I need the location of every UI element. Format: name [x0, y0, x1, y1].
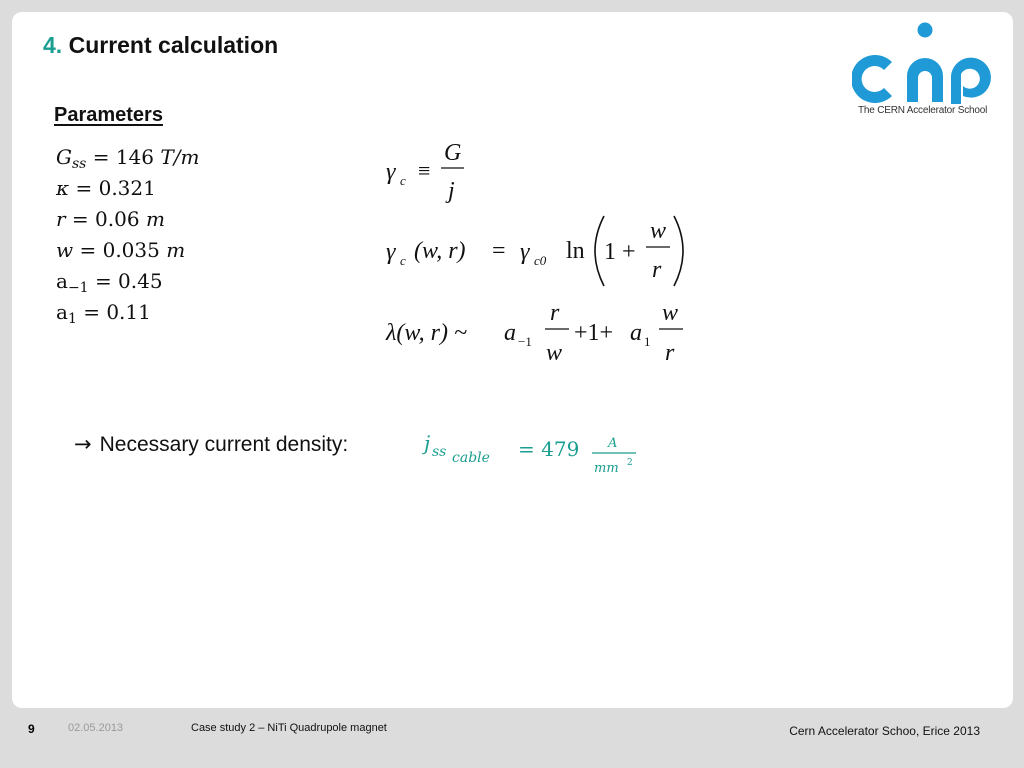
svg-text:γ: γ — [520, 239, 530, 265]
svg-text:mm: mm — [594, 461, 619, 476]
param-w: w = 0.035 m — [56, 238, 186, 262]
svg-text:c: c — [400, 253, 406, 268]
formula-gamma-c-wr — [382, 202, 692, 292]
svg-text:2: 2 — [627, 458, 633, 468]
svg-text:1: 1 — [644, 334, 651, 349]
param-kappa: κ = 0.321 — [56, 176, 156, 200]
svg-text:a: a — [504, 320, 516, 346]
current-density-result — [422, 426, 662, 482]
svg-text:j: j — [424, 431, 431, 455]
title-number: 4. — [43, 32, 63, 58]
svg-text:r: r — [550, 300, 560, 326]
footer-date: 02.05.2013 — [68, 722, 124, 734]
title-text: Current calculation — [68, 32, 279, 58]
page-number: 9 — [28, 722, 35, 736]
svg-text:c0: c0 — [534, 253, 547, 268]
formula-gamma-c — [382, 122, 492, 212]
formula-lambda — [382, 292, 692, 372]
result-label: Necessary current density: — [99, 433, 349, 456]
parameter-list — [56, 142, 199, 328]
svg-text:1 +: 1 + — [604, 239, 636, 265]
svg-text:≡: ≡ — [418, 158, 431, 183]
svg-text:ss: ss — [432, 444, 447, 460]
logo-caption: The CERN Accelerator School — [858, 105, 988, 116]
svg-text:r: r — [665, 340, 675, 366]
svg-text:ln: ln — [566, 238, 585, 264]
svg-text:λ(w, r) ~: λ(w, r) ~ — [386, 320, 467, 346]
svg-text:γ: γ — [386, 159, 396, 185]
svg-text:γ: γ — [386, 239, 396, 265]
footer-case-study: Case study 2 – NiTi Quadrupole magnet — [191, 722, 387, 734]
svg-text:w: w — [650, 218, 667, 244]
arrow-right-icon: → — [74, 432, 92, 456]
param-a-minus1: $a_{-1} = 0.45$ — [56, 269, 163, 296]
svg-text:a: a — [630, 320, 642, 346]
svg-text:+1+: +1+ — [574, 320, 614, 346]
param-a1: $a_1 = 0.11$ — [56, 300, 151, 327]
svg-text:cable: cable — [452, 450, 490, 466]
svg-text:c: c — [400, 173, 406, 188]
slide — [12, 12, 1013, 708]
svg-text:= 479: = 479 — [518, 437, 580, 461]
svg-text:A: A — [608, 436, 618, 451]
svg-text:=: = — [492, 238, 506, 264]
svg-text:G: G — [444, 140, 462, 166]
svg-text:w: w — [546, 340, 563, 366]
parameters-heading: Parameters — [54, 104, 163, 126]
footer-event: Cern Accelerator Schoo, Erice 2013 — [789, 724, 980, 738]
param-r: r = 0.06 m — [56, 207, 165, 231]
svg-text:w: w — [662, 300, 679, 326]
svg-text:(w, r): (w, r) — [414, 238, 466, 264]
slide-title — [43, 32, 278, 59]
svg-text:r: r — [652, 257, 662, 283]
current-density-label — [74, 432, 348, 457]
svg-text:j: j — [448, 178, 455, 204]
svg-text:−1: −1 — [518, 334, 532, 349]
param-gss: $G_{ss} = 146$ T/m — [56, 145, 200, 172]
